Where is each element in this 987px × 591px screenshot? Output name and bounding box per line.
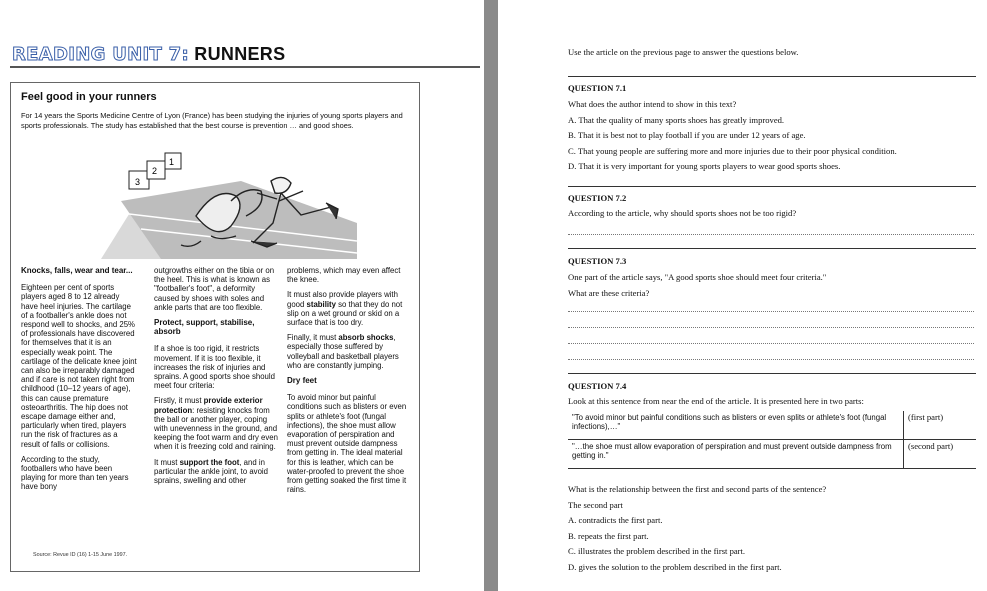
article-intro: For 14 years the Sports Medicine Centre of Lyon (France) has been studying the injuries of young sports players and sports professionals. The study has established that the best course is prevention … and good shoes. bbox=[21, 111, 403, 130]
q1-option-d: D. That it is very important for young sports players to wear good sports shoes. bbox=[568, 161, 841, 171]
first-part-text: "To avoid minor but painful conditions such as blisters or even splits or athlete's foot (fungal infections),…" bbox=[568, 411, 904, 440]
q1-option-a: A. That the quality of many sports shoes has greatly improved. bbox=[568, 114, 785, 125]
col1-paragraph-1: Eighteen per cent of sports players aged 8 to 12 already have heel injuries. The cartilage of a footballer's ankle does not respond well to shocks, and 25% of professionals have discovered for themselves that it is an especially weak point. The cartilage of the delicate knee joint can also be irreparably damaged and if care is not taken right from childhood (10–12 years of age), this can cause premature osteoarthritis. The hip does not escape damage either and, particularly when tired, players run the risk of fractures as a result of falls or collisions. bbox=[21, 283, 137, 449]
article-box bbox=[10, 82, 420, 572]
q4-option-c: C. illustrates the problem described in the first part. bbox=[568, 546, 746, 556]
col1-paragraph-2: According to the study, footballers who have been playing for more than ten years have bony bbox=[21, 454, 129, 492]
q2-title: QUESTION 7.2 bbox=[568, 193, 627, 203]
q3-answer-line-4[interactable] bbox=[568, 359, 974, 360]
article-column-1 bbox=[21, 266, 137, 498]
instruction: Use the article on the previous page to answer the questions below. bbox=[568, 47, 799, 57]
col2-p4-post: , and in particular the ankle joint, to avoid sprains, swelling and other bbox=[154, 457, 268, 486]
q4-option-a: A. contradicts the first part. bbox=[568, 515, 663, 525]
q2-prompt: According to the article, why should sports shoes not be too rigid? bbox=[568, 208, 797, 218]
article-headline: Feel good in your runners bbox=[21, 91, 157, 103]
podium-number-3: 3 bbox=[135, 177, 141, 187]
q4-rule bbox=[568, 373, 976, 374]
q4-body bbox=[568, 482, 826, 575]
q3-title: QUESTION 7.3 bbox=[568, 256, 627, 266]
q3-answer-line-1[interactable] bbox=[568, 311, 974, 312]
article-source: Source: Revue ID (16) 1-15 June 1997. bbox=[33, 552, 128, 558]
col1-heading: Knocks, falls, wear and tear... bbox=[21, 266, 133, 275]
article-column-3 bbox=[287, 266, 411, 500]
sentence-parts-table bbox=[568, 411, 976, 469]
unit-name: RUNNERS bbox=[194, 44, 286, 64]
q2-answer-line[interactable] bbox=[568, 234, 974, 235]
col2-p4-bold: support the foot bbox=[179, 457, 240, 467]
col2-p3-post: : resisting knocks from the ball or another player, coping with unevenness in the ground, and keeping the foot warm and dry even when it is freezing cold and raining. bbox=[154, 405, 278, 452]
q1-option-c: C. That young people are suffering more and more injuries due to their poor physical condition. bbox=[568, 145, 897, 156]
q4-option-d: D. gives the solution to the problem described in the first part. bbox=[568, 561, 782, 572]
q4-title: QUESTION 7.4 bbox=[568, 381, 627, 391]
left-page bbox=[0, 0, 484, 591]
col3-paragraph-2 bbox=[287, 290, 411, 327]
col2-heading: Protect, support, stabilise, absorb bbox=[154, 318, 255, 337]
col3-p2-pre: It must also provide players with good bbox=[287, 290, 398, 309]
podium-number-2: 2 bbox=[152, 166, 158, 176]
podium-number-1: 1 bbox=[169, 157, 175, 167]
q3-prompt-1: One part of the article says, "A good sports shoe should meet four criteria." bbox=[568, 272, 827, 282]
col3-paragraph-3 bbox=[287, 333, 411, 370]
col3-p3-pre: Finally, it must bbox=[287, 333, 339, 343]
q1-rule bbox=[568, 76, 976, 77]
col2-p4-pre: It must bbox=[154, 457, 180, 467]
q4-stem: The second part bbox=[568, 499, 623, 510]
q1-title: QUESTION 7.1 bbox=[568, 83, 627, 93]
col2-paragraph-1: outgrowths either on the tibia or on the heel. This is what is known as "footballer's foot", a deformity caused by shoes with soles and ankle parts that are too flexible. bbox=[154, 266, 275, 312]
article-column-2 bbox=[154, 266, 280, 491]
runners-illustration bbox=[101, 141, 357, 259]
page-gutter bbox=[484, 0, 498, 591]
col2-paragraph-2: If a shoe is too rigid, it restricts movement. If it is too flexible, it increases the risk of injuries and sprains. A good sports shoe should meet four criteria: bbox=[154, 344, 275, 391]
q3-answer-line-3[interactable] bbox=[568, 343, 974, 344]
col2-p3-bold: provide exterior protection bbox=[154, 396, 263, 415]
q1-prompt: What does the author intend to show in this text? bbox=[568, 99, 737, 109]
col3-p3-post: , especially those suffered by volleyball and basketball players who are constantly jumping. bbox=[287, 333, 399, 370]
q3-prompt-2: What are these criteria? bbox=[568, 287, 650, 298]
q4-option-b: B. repeats the first part. bbox=[568, 530, 649, 541]
q1-body bbox=[568, 97, 897, 175]
col2-paragraph-3 bbox=[154, 396, 280, 451]
col3-paragraph-1: problems, which may even affect the knee. bbox=[287, 266, 401, 285]
right-page bbox=[498, 0, 987, 591]
q3-body bbox=[568, 270, 826, 301]
unit-prefix: READING UNIT 7: bbox=[12, 44, 189, 65]
col3-heading: Dry feet bbox=[287, 376, 317, 386]
col2-paragraph-4 bbox=[154, 458, 280, 486]
col3-p2-bold: stability bbox=[306, 299, 336, 309]
table-row bbox=[568, 411, 976, 440]
first-part-label: (first part) bbox=[904, 411, 977, 440]
table-row bbox=[568, 440, 976, 469]
q3-answer-line-2[interactable] bbox=[568, 327, 974, 328]
second-part-text: "…the shoe must allow evaporation of perspiration and must prevent outside dampness from getting in." bbox=[568, 440, 904, 469]
q2-rule bbox=[568, 186, 976, 187]
q1-option-b: B. That it is best not to play football if you are under 12 years of age. bbox=[568, 130, 806, 140]
col3-p3-bold: absorb shocks bbox=[338, 333, 394, 343]
unit-title bbox=[12, 44, 285, 65]
title-rule bbox=[10, 66, 480, 68]
second-part-label: (second part) bbox=[904, 440, 977, 469]
q4-question: What is the relationship between the first and second parts of the sentence? bbox=[568, 484, 827, 494]
col2-p3-pre: Firstly, it must bbox=[154, 396, 204, 406]
q4-prompt: Look at this sentence from near the end of the article. It is presented here in two parts: bbox=[568, 396, 864, 406]
q3-rule bbox=[568, 248, 976, 249]
col3-paragraph-4: To avoid minor but painful conditions such as blisters or even splits or athlete's foot (fungal infections), the shoe must allow evaporation of perspiration and must prevent outside dampness from getting in. The ideal material for this is leather, which can be water-proofed to prevent the shoe from getting soaked the first time it rains. bbox=[287, 393, 407, 495]
col3-p2-post: so that they do not slip on a wet ground or skid on a surface that is too dry. bbox=[287, 299, 403, 328]
